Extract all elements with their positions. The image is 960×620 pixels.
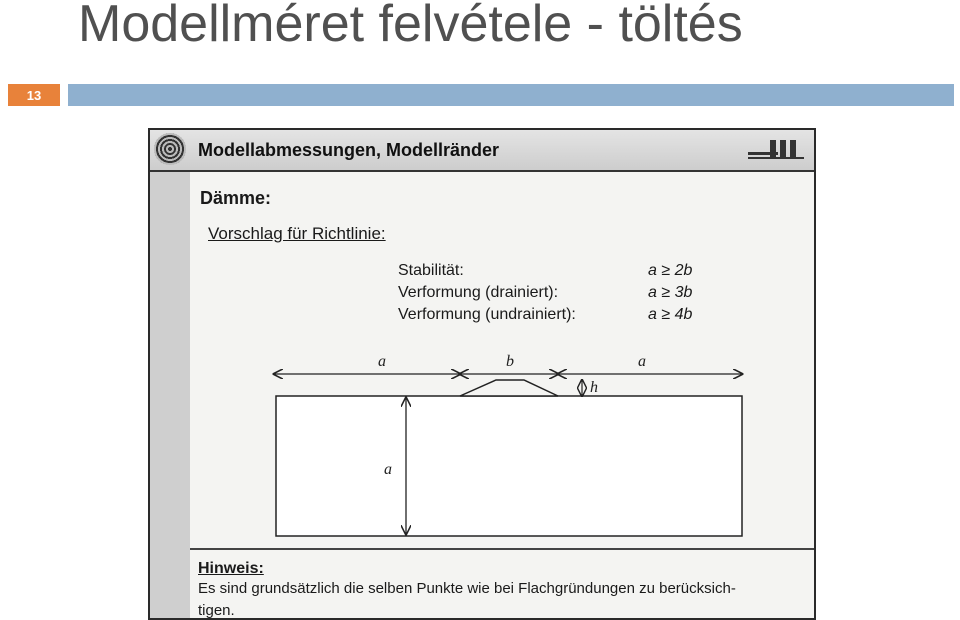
footer-divider xyxy=(190,548,816,550)
note-line: tigen. xyxy=(198,602,235,619)
label-h: h xyxy=(590,379,598,396)
note-title: Hinweis: xyxy=(198,560,264,577)
subsection-heading: Vorschlag für Richtlinie: xyxy=(208,224,386,243)
criterion-label: Verformung (drainiert): xyxy=(398,284,559,301)
embankment-diagram xyxy=(150,130,814,620)
note-line: Es sind grundsätzlich die selben Punkte wie bei Flachgründungen zu berücksich- xyxy=(198,580,736,597)
label-a-depth: a xyxy=(384,461,392,478)
label-b: b xyxy=(506,353,514,370)
criterion-value: a ≥ 2b xyxy=(648,262,693,279)
title-bar xyxy=(68,84,954,106)
criterion-label: Stabilität: xyxy=(398,262,464,279)
criterion-label: Verformung (undrainiert): xyxy=(398,306,576,323)
slide-number-badge: 13 xyxy=(8,84,60,106)
label-a-right: a xyxy=(638,353,646,370)
criterion-value: a ≥ 4b xyxy=(648,306,693,323)
embankment-shape xyxy=(460,380,558,396)
label-a-left: a xyxy=(378,353,386,370)
scan-heading: Modellabmessungen, Modellränder xyxy=(198,140,500,160)
scanned-document xyxy=(148,128,816,620)
criterion-value: a ≥ 3b xyxy=(648,284,693,301)
slide-title: Modellméret felvétele - töltés xyxy=(78,0,743,53)
model-domain xyxy=(276,396,742,536)
section-heading: Dämme: xyxy=(200,188,272,208)
